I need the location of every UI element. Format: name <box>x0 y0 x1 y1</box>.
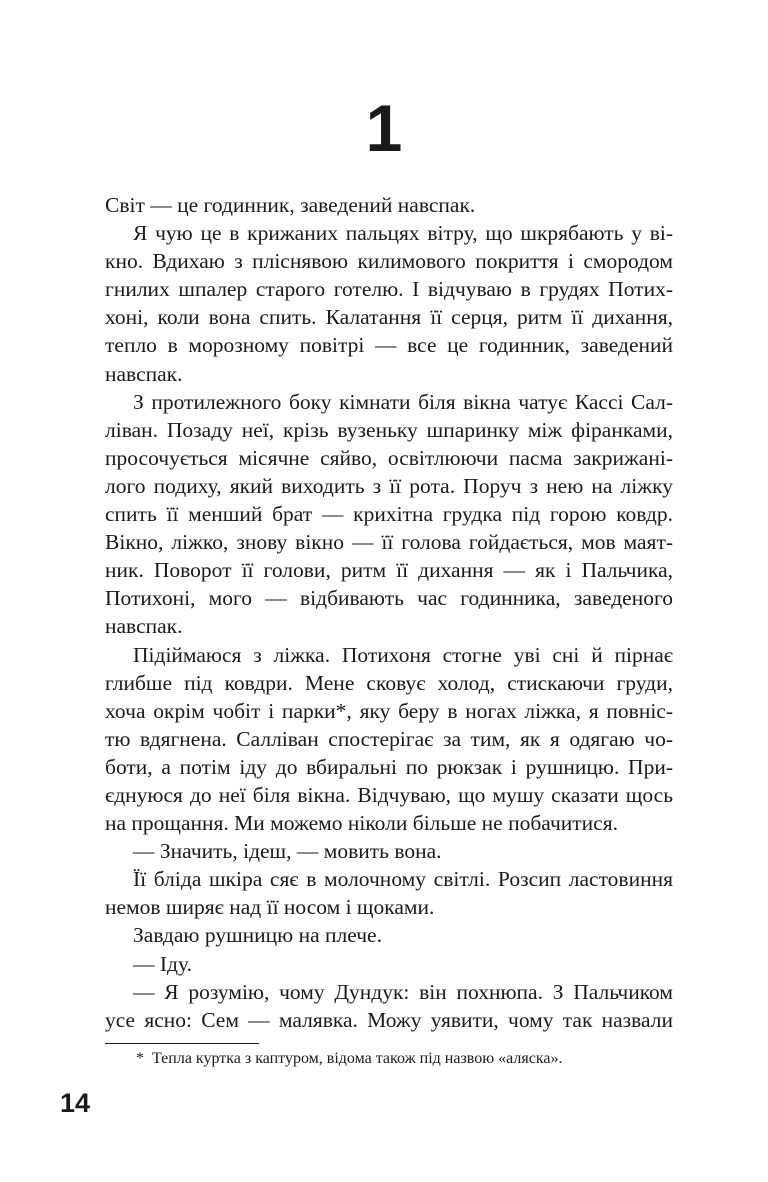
text-line: немов ширяє над її носом і щоками. <box>105 895 435 920</box>
text-line: ліван. Позаду неї, крізь вузеньку шпаринку між фіранками, <box>105 417 673 442</box>
page-number: 14 <box>60 1088 91 1118</box>
text-line: боти, а потім іду до вбиральні по рюкзак і рушницю. При- <box>105 754 673 779</box>
text-line: лого подиху, який виходить з її рота. Поруч з нею на ліжку <box>105 473 673 498</box>
text-line: на прощання. Ми можемо ніколи більше не побачитися. <box>105 811 618 836</box>
text-line: — Іду. <box>133 951 192 976</box>
text-line: тю вдягнена. Салліван спостерігає за тим, як я одягаю чо- <box>105 726 673 751</box>
text-line: тепло в морозному повітрі — все це годинник, заведений <box>105 333 673 358</box>
text-line: гнилих шпалер старого готелю. І відчуваю в грудях Потих- <box>105 277 673 302</box>
text-line: Потихоні, мого — відбивають час годинника, заведеного <box>105 586 673 611</box>
text-line: Завдаю рушницю на плече. <box>133 923 382 948</box>
text-line: хоча окрім чобіт і парки*, яку беру в ногах ліжка, я повніс- <box>105 698 673 723</box>
footnote-divider <box>105 1043 259 1044</box>
text-line: навспак. <box>105 361 183 386</box>
text-line: — Я розумію, чому Дундук: він похнюпа. З Пальчиком <box>133 979 673 1004</box>
text-line: хоні, коли вона спить. Калатання її серця, ритм її дихання, <box>105 305 673 330</box>
chapter-number: 1 <box>365 91 403 165</box>
text-line: усе ясно: Сем — малявка. Можу уявити, чому так назвали <box>105 1007 673 1032</box>
text-line: глибше під ковдри. Мене сковує холод, стискаючи груди, <box>105 670 673 695</box>
text-line: Світ — це годинник, заведений навспак. <box>105 193 476 217</box>
text-line: Підіймаюся з ліжка. Потихоня стогне уві сні й пірнає <box>133 642 673 667</box>
text-line: Її бліда шкіра сяє в молочному світлі. Розсип ластовиння <box>133 867 673 892</box>
body-text <box>105 191 673 1034</box>
text-line: навспак. <box>105 614 183 639</box>
footnote-text: Тепла куртка з каптуром, відома також під назвою «аляска». <box>152 1050 563 1067</box>
text-line: З протилежного боку кімнати біля вікна чатує Кассі Сал- <box>133 389 673 414</box>
text-line: — Значить, ідеш, — мовить вона. <box>133 839 442 864</box>
text-line: єднуюся до неї біля вікна. Відчуваю, що мушу сказати щось <box>105 782 673 807</box>
text-line: спить її менший брат — крихітна грудка під горою ковдр. <box>105 502 673 527</box>
text-line: ник. Поворот її голови, ритм її дихання — як і Пальчика, <box>105 558 673 583</box>
text-line: Я чую це в крижаних пальцях вітру, що шкрябають у ві- <box>133 221 673 246</box>
text-line: Вікно, ліжко, знову вікно — її голова гойдається, мов маят- <box>105 530 673 555</box>
footnote <box>136 1049 563 1069</box>
footnote-marker: * <box>136 1050 144 1067</box>
text-line: кно. Вдихаю з пліснявою килимового покриття і смородом <box>105 249 673 274</box>
text-line: просочується місячне сяйво, освітлюючи пасма закрижані- <box>105 445 673 470</box>
